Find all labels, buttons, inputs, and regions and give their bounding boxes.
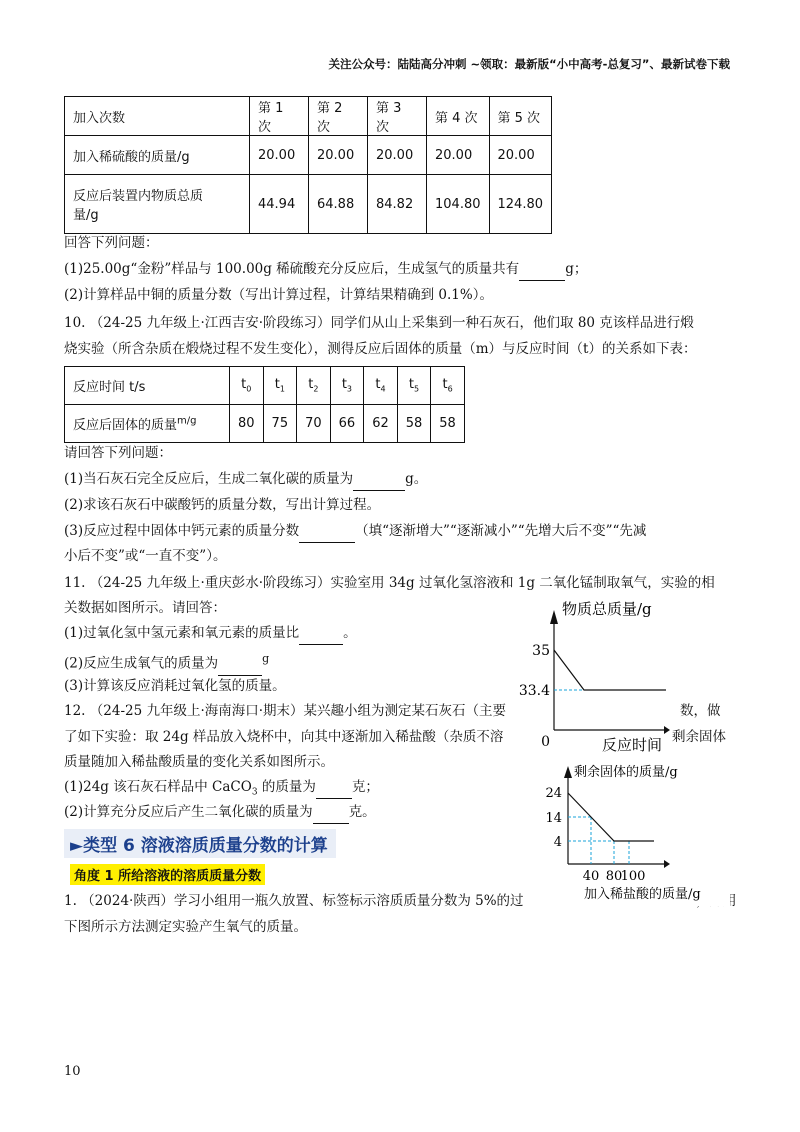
q10-part2: (2)求该石灰石中碳酸钙的质量分数，写出计算过程。 [64,497,381,513]
text: 的质量为 [257,779,316,795]
table-cell: 75 [263,405,297,443]
subsection-heading: 角度 1 所给溶液的溶质质量分数 [70,864,265,885]
time-symbol: t [308,377,314,393]
time-symbol: t [375,377,381,393]
time-symbol: t [442,377,448,393]
y-axis-arrow [550,610,558,624]
x-axis-label: 反应时间 [602,736,663,754]
origin-label: 0 [541,734,550,750]
time-subscript: 3 [346,384,353,394]
answer-blank [519,258,565,281]
q10-part3-line2: 小后不变”或“一直不变”）。 [64,548,227,564]
table-cell: 64.88 [309,175,368,234]
solid-mass-chart [534,760,730,906]
table-row [65,175,552,234]
table-cell: 124.80 [489,175,552,234]
section-heading: ►类型 6 溶液溶质质量分数的计算 [64,829,336,858]
table-cell [65,175,250,234]
text: 。 [343,625,357,641]
q9-part1 [64,258,587,281]
table-cell: 66 [330,405,364,443]
table-cell [263,367,297,405]
q12-part2 [64,801,376,824]
text: (2)计算充分反应后产生二氧化碳的质量为 [64,804,313,820]
table-cell: 20.00 [309,136,368,175]
text: (1)过氧化氢中氢元素和氧元素的质量比 [64,625,300,641]
q11-part1 [64,622,357,645]
time-subscript: 5 [414,384,420,394]
q12-stem-line2: 了如下实验：取 24g 样品放入烧杯中，向其中逐渐加入稀盐酸（杂质不溶 [64,729,504,745]
q11-stem-line2: 关数据如图所示。请回答： [64,600,226,616]
time-subscript: 6 [447,384,453,394]
q11-part2 [64,648,269,676]
text: (3)反应过程中固体中钙元素的质量分数 [64,523,300,539]
time-subscript: 1 [279,384,285,394]
y-tick-label: 4 [553,835,562,850]
data-line [554,650,666,690]
table-row [65,367,465,405]
text: (2)反应生成氧气的质量为 [64,655,219,672]
table-cell: 加入稀硫酸的质量/g [65,136,250,175]
q9-part2: (2)计算样品中铜的质量分数（写出计算过程，计算结果精确到 0.1%）。 [64,287,493,303]
calcination-table [64,366,465,443]
x-tick-label: 100 [620,869,646,884]
unit: g [262,652,270,665]
text: (1)当石灰石完全反应后，生成二氧化碳的质量为 [64,471,354,487]
table-cell: 58 [397,405,431,443]
y-tick-label: 35 [532,643,550,659]
text: g； [565,261,588,277]
table-cell [364,367,398,405]
table-cell: 20.00 [489,136,552,175]
y-tick-label: 14 [545,811,562,826]
cell-text: 反应后装置内物质总质 [73,189,204,204]
q12-stem-line1: 12. （24-25 九年级上·海南海口·期末）某兴趣小组为测定某石灰石（主要 [64,703,507,719]
q10-stem-line1: 10. （24-25 九年级上·江西吉安·阶段练习）同学们从山上采集到一种石灰石，他们取 80 克该样品进行煅 [64,315,694,331]
time-symbol: t [241,377,247,393]
table-cell: 第 5 次 [489,97,552,136]
time-symbol: t [274,377,280,393]
cell-text: 反应后固体的质量 [73,418,178,433]
text: 克。 [348,804,376,820]
mass-time-chart [518,600,670,754]
answer-blank [313,801,349,824]
q12-stem-line1-tail: 数，做 [680,703,721,719]
page-number: 10 [64,1064,81,1079]
table-row [65,405,465,443]
table-cell: 第 4 次 [427,97,490,136]
table-cell [230,367,264,405]
table-cell [65,405,230,443]
table-cell: 80 [230,405,264,443]
answer-blank [218,653,262,676]
x-tick-label: 80 [605,869,623,884]
time-symbol: t [408,377,415,393]
answer-blank [299,520,355,543]
y-axis-arrow [564,766,572,778]
y-axis-label: 剩余固体的质量/g [574,765,678,780]
table-cell: 第 2 次 [309,97,368,136]
table-cell: 反应时间 t/s [65,367,230,405]
table-cell: 58 [431,405,465,443]
text: (1)24g 该石灰石样品中 CaCO [64,779,252,795]
table-cell: 加入次数 [65,97,250,136]
q1-stem-line1: 1. （2024·陕西）学习小组用一瓶久放置、标签标示溶质质量分数为 5%的过 [64,893,524,909]
table-cell: 104.80 [427,175,490,234]
q1-stem-line1-tail: ，并用 [696,893,737,909]
table-cell [431,367,465,405]
time-symbol: t [341,377,347,393]
text: （填“逐渐增大”“逐渐减小”“先增大后不变”“先减 [355,523,647,539]
x-axis-arrow [664,726,670,734]
table-cell: 20.00 [250,136,309,175]
subscript: 3 [251,787,258,798]
q10-intro: 请回答下列问题： [64,445,172,461]
y-axis-label: 物质总质量/g [562,600,652,618]
answer-blank [299,622,343,645]
table-cell: 第 1 次 [250,97,309,136]
q11-stem-line1: 11. （24-25 九年级上·重庆彭水·阶段练习）实验室用 34g 过氧化氢溶液和 1g 二氧化锰制取氧气，实验的相 [64,575,715,591]
table-row [65,97,552,136]
table-cell: 70 [297,405,331,443]
text: (1)25.00g“金粉”样品与 100.00g 稀硫酸充分反应后，生成氢气的质量共有 [64,261,520,277]
table-cell [297,367,331,405]
table-cell [397,367,431,405]
q11-part3: (3)计算该反应消耗过氧化氢的质量。 [64,678,286,694]
table-cell: 62 [364,405,398,443]
answer-blank [316,776,352,799]
cell-text: 量/g [73,208,99,223]
table-cell: 第 3 次 [368,97,427,136]
q10-part3 [64,520,646,543]
x-axis-label: 加入稀盐酸的质量/g [584,887,701,902]
table-cell [330,367,364,405]
q12-stem-line2-tail: 剩余固体 [672,729,726,745]
time-subscript: 0 [246,384,252,394]
table-cell: 20.00 [368,136,427,175]
text: 克； [351,779,379,795]
q10-part1 [64,468,427,491]
table-row [65,136,552,175]
q1-stem-line2: 下图所示方法测定实验产生氧气的质量。 [64,919,307,935]
q10-stem-line2: 烧实验（所含杂质在煅烧过程不发生变化），测得反应后固体的质量（m）与反应时间（t）的关系如下表： [64,341,697,357]
q12-part1 [64,776,379,804]
x-axis-arrow [664,860,670,868]
q12-stem-line3: 质量随加入稀盐酸质量的变化关系如图所示。 [64,754,334,770]
q9-intro: 回答下列问题： [64,235,159,251]
answer-blank [353,468,405,491]
time-subscript: 2 [313,384,319,394]
table-cell: 20.00 [427,136,490,175]
text: g。 [405,471,428,487]
table-cell: 44.94 [250,175,309,234]
unit-superscript: m/g [177,415,197,427]
table-cell: 84.82 [368,175,427,234]
page-header: 关注公众号：陆陆高分冲刺 ~领取：最新版“小中高考-总复习”、最新试卷下载 [328,57,730,71]
time-subscript: 4 [380,384,386,394]
y-tick-label: 33.4 [518,683,550,699]
acid-addition-table [64,96,552,234]
y-tick-label: 24 [545,786,562,801]
x-tick-label: 40 [582,869,600,884]
